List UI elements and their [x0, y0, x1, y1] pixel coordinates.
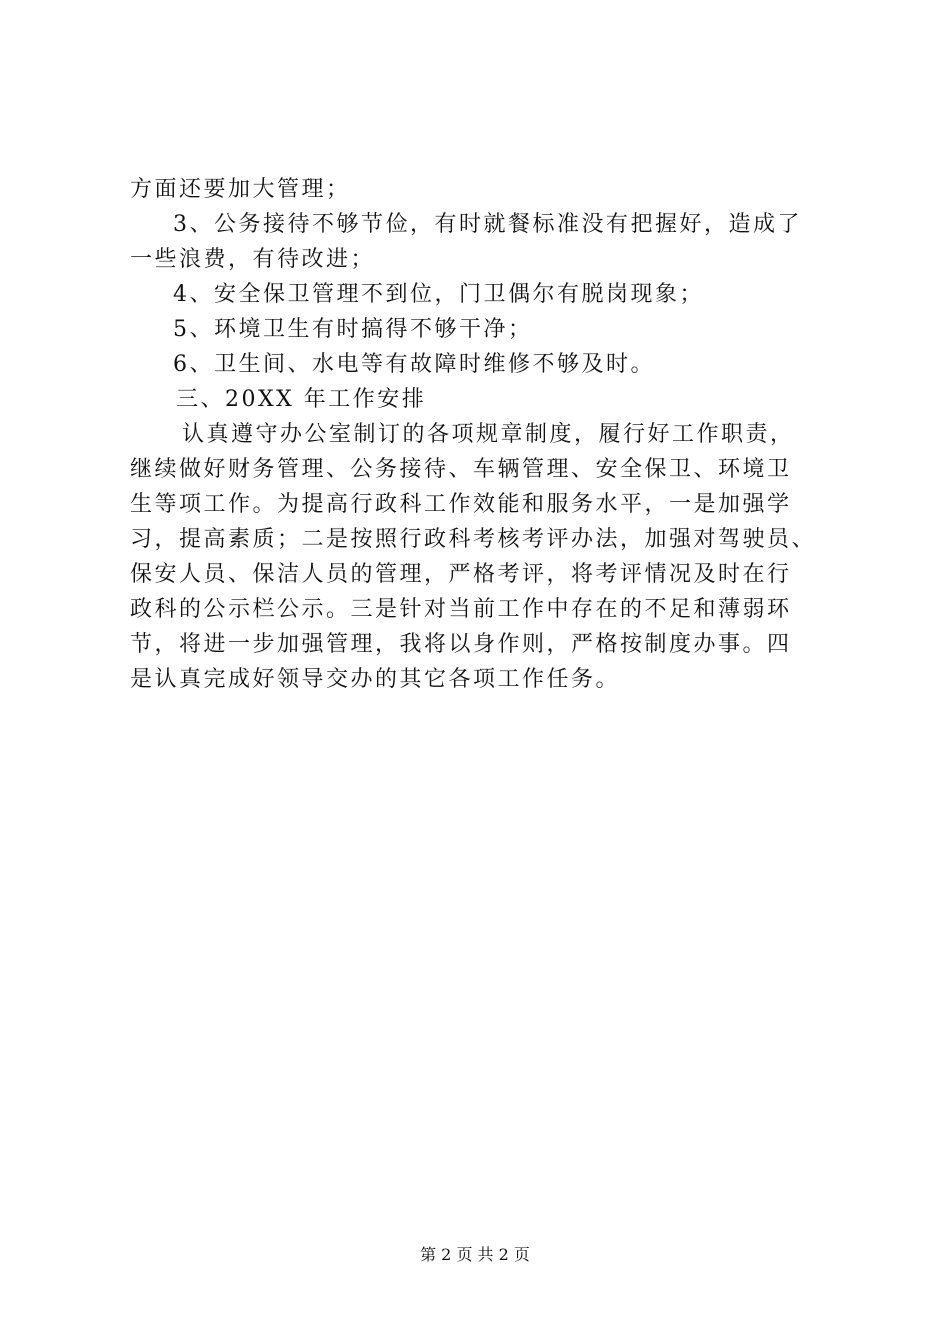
- text-line: 方面还要加大管理；: [130, 177, 351, 202]
- list-item-3: 3、公务接待不够节俭，有时就餐标准没有把握好，造成了: [173, 212, 802, 237]
- paragraph-line: 政科的公示栏公示。三是针对当前工作中存在的不足和薄弱环: [130, 597, 792, 622]
- paragraph-line: 节，将进一步加强管理，我将以身作则，严格按制度办事。四: [130, 632, 792, 657]
- paragraph-line: 继续做好财务管理、公务接待、车辆管理、安全保卫、环境卫: [130, 457, 792, 482]
- list-item-4: 4、安全保卫管理不到位，门卫偶尔有脱岗现象；: [173, 282, 704, 307]
- section-heading: 三、20XX 年工作安排: [176, 387, 427, 412]
- paragraph-line: 保安人员、保洁人员的管理，严格考评，将考评情况及时在行: [130, 562, 792, 587]
- paragraph-line: 是认真完成好领导交办的其它各项工作任务。: [130, 667, 621, 692]
- paragraph-line: 认真遵守办公室制订的各项规章制度，履行好工作职责，: [182, 422, 795, 447]
- paragraph-line: 习，提高素质；二是按照行政科考核考评办法，加强对驾驶员、: [130, 527, 817, 552]
- paragraph-line: 生等项工作。为提高行政科工作效能和服务水平，一是加强学: [130, 492, 792, 517]
- list-item-5: 5、环境卫生有时搞得不够干净；: [173, 317, 533, 342]
- document-body: [130, 172, 830, 697]
- text-line: 一些浪费，有待改进；: [130, 247, 376, 272]
- page-number-footer: 第 2 页 共 2 页: [420, 1245, 530, 1264]
- list-item-6: 6、卫生间、水电等有故障时维修不够及时。: [173, 352, 655, 377]
